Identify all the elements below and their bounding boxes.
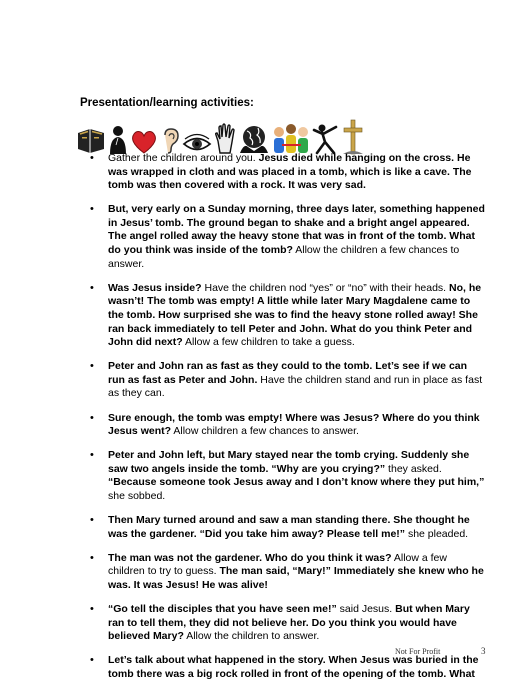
activity-item: [90, 654, 486, 681]
page-number: 3: [481, 646, 486, 656]
bold-text-run: “Go tell the disciples that you have seen me!”: [108, 603, 337, 616]
text-run: Allow a few children to take a guess.: [182, 336, 355, 349]
activity-item: [90, 552, 486, 593]
text-run: Allow children a few chances to answer.: [171, 425, 359, 438]
bold-text-run: Then Mary turned around and saw a man standing there. She thought he was the gardener. “Did you take him away? Please tell me!”: [108, 514, 470, 540]
praying-child-icon: [107, 125, 129, 155]
ear-icon: [159, 127, 181, 155]
activity-item: [90, 360, 486, 401]
hand-icon: [213, 123, 237, 155]
text-run: said Jesus.: [336, 603, 396, 616]
footer-text: Not For Profit: [395, 647, 441, 656]
text-run: they asked.: [385, 462, 442, 475]
activity-item: [90, 449, 486, 503]
bold-text-run: Was Jesus inside?: [108, 281, 202, 294]
bible-icon: [76, 125, 106, 155]
text-run: Allow the children a few chances to answer.: [108, 244, 460, 270]
activity-item: [90, 203, 486, 271]
activity-item: [90, 282, 486, 350]
bold-text-run: But when Mary ran to tell them, they did not believe her. Do you think you would have believed Mary?: [108, 603, 470, 643]
activity-icons-row: [76, 117, 365, 155]
activity-item: [90, 152, 486, 193]
activity-list: [90, 152, 486, 692]
activity-item: [90, 603, 486, 644]
bold-text-run: No, he wasn’t! The tomb was empty! A little while later Mary Magdalene came to the tomb. How surprised she was to find the heavy stone rolled away! She ran back immediately to tell Peter and John. What do you think Peter and John did next?: [108, 281, 482, 349]
section-heading: Presentation/learning activities:: [80, 97, 254, 109]
bold-text-run: The man said, “Mary!” Immediately she knew who he was. It was Jesus! He was alive!: [108, 565, 484, 591]
text-run: Have the children nod “yes” or “no” with their heads.: [201, 281, 450, 294]
bold-text-run: But, very early on a Sunday morning, three days later, something happened in Jesus’ tomb. The ground began to shake and a bright angel appeared. The angel rolled away the heavy stone that was in front of the tomb. What do you think was inside of the tomb?: [108, 203, 485, 257]
text-run: Have the children stand and run in place as fast as they can.: [108, 373, 483, 400]
activity-item: [90, 412, 486, 439]
bold-text-run: The man was not the gardener. Who do you think it was?: [108, 551, 392, 564]
bold-text-run: Peter and John ran as fast as they could to the tomb. Let’s see if we can run as fast as Peter and John.: [108, 360, 468, 386]
bold-text-run: Peter and John left, but Mary stayed near the tomb crying. Suddenly she saw two angels inside the tomb. “Why are you crying?”: [108, 449, 470, 475]
bold-text-run: Jesus died while hanging on the cross. He was wrapped in cloth and was placed in a tomb, which is like a cave. The tomb was then covered with a rock. It was very sad.: [108, 152, 472, 192]
text-run: Allow a few children to try to guess.: [108, 551, 447, 578]
text-run: Gather the children around you.: [108, 152, 259, 164]
text-run: she pleaded.: [405, 527, 469, 540]
bold-text-run: Let’s talk about what happened in the story. When Jesus was buried in the tomb there was a big rock rolled in front of the opening of the tomb. What: [108, 654, 479, 680]
globe-hands-icon: [238, 123, 270, 155]
cross-icon: [341, 119, 365, 155]
text-run: she sobbed.: [108, 489, 166, 502]
bold-text-run: Sure enough, the tomb was empty! Where was Jesus? Where do you think Jesus went?: [108, 411, 480, 438]
text-run: Allow the children to answer.: [183, 630, 320, 643]
activity-item: [90, 514, 486, 541]
children-group-icon: [271, 123, 311, 155]
dancing-figure-icon: [312, 123, 340, 155]
bold-text-run: “Because someone took Jesus away and I don’t know where they put him,”: [108, 476, 485, 489]
